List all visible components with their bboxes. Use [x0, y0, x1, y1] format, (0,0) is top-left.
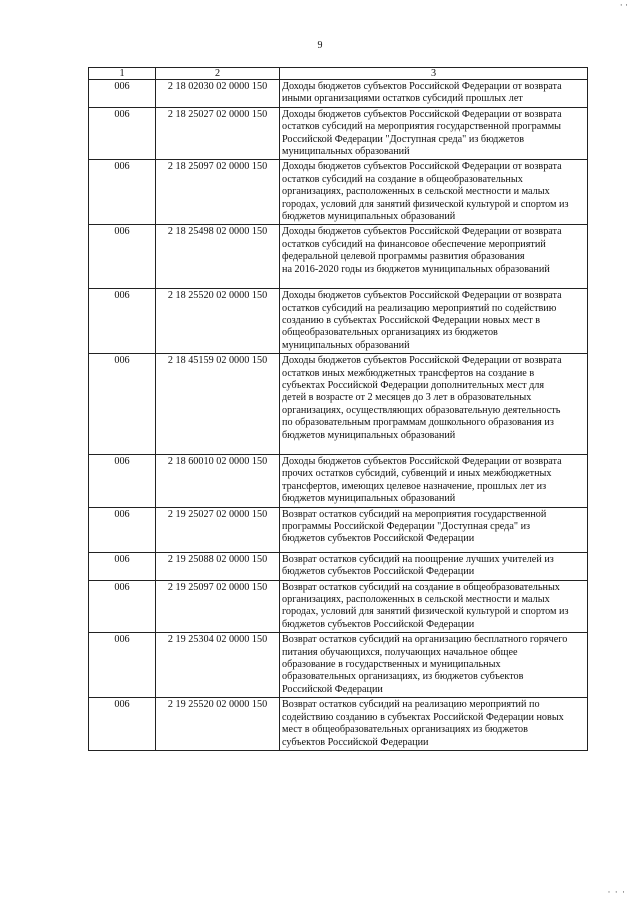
- budget-classification-code-cell: 2 18 02030 02 0000 150: [156, 80, 280, 108]
- description-line: Доходы бюджетов субъектов Российской Федерации от возврата: [282, 81, 562, 92]
- table-row: [89, 454, 588, 507]
- description-line: Возврат остатков субсидий на реализацию мероприятий по: [282, 699, 540, 711]
- description-line: программы Российской Федерации "Доступная среда" из: [282, 521, 531, 532]
- page-number: 9: [317, 40, 323, 51]
- budget-classification-code-cell: 2 18 25520 02 0000 150: [156, 289, 280, 354]
- administrator-code-cell: 006: [89, 580, 156, 633]
- description-line: Возврат остатков субсидий на организацию бесплатного горячего: [282, 634, 568, 646]
- description-line: остатков субсидий на реализацию мероприятий по содействию: [282, 302, 557, 314]
- income-description-cell: [280, 107, 588, 160]
- administrator-code-cell: 006: [89, 507, 156, 552]
- description-line: Доходы бюджетов субъектов Российской Федерации от возврата: [282, 226, 562, 238]
- table-row: [89, 633, 588, 698]
- description-line: Доходы бюджетов субъектов Российской Федерации от возврата: [282, 108, 562, 120]
- column-header-3: 3: [280, 68, 588, 80]
- table-row: [89, 225, 588, 289]
- table-row: [89, 160, 588, 225]
- description-line: субъектов Российской Федерации: [282, 736, 429, 748]
- description-line: иными организациями остатков субсидий прошлых лет: [282, 93, 523, 105]
- table-row: [89, 289, 588, 354]
- description-line: организациях, осуществляющих образовательную деятельность: [282, 404, 561, 416]
- description-line: остатков субсидий на финансовое обеспечение мероприятий: [282, 238, 546, 250]
- description-line: бюджетов субъектов Российской Федерации: [282, 533, 475, 545]
- description-line: организациях, расположенных в сельской местности и малых: [282, 594, 550, 606]
- column-header-1: 1: [89, 68, 156, 80]
- description-line: остатков субсидий на мероприятия государственной программы: [282, 121, 561, 133]
- budget-codes-table: [88, 67, 588, 751]
- description-line: бюджетов субъектов Российской Федерации: [282, 618, 475, 630]
- table-row: [89, 80, 588, 108]
- budget-classification-code-cell: 2 18 45159 02 0000 150: [156, 354, 280, 455]
- description-line: городах, условий для занятий физической культурой и спортом из: [282, 198, 569, 210]
- budget-classification-code-cell: 2 19 25088 02 0000 150: [156, 552, 280, 580]
- budget-classification-code-cell: 2 18 25097 02 0000 150: [156, 160, 280, 225]
- description-line: Возврат остатков субсидий на мероприятия государственной: [282, 508, 547, 520]
- corner-mark-top: · ·: [619, 0, 628, 10]
- income-description-cell: [280, 580, 588, 633]
- administrator-code-cell: 006: [89, 698, 156, 751]
- administrator-code-cell: 006: [89, 454, 156, 507]
- description-line: Возврат остатков субсидий на поощрение лучших учителей из: [282, 553, 554, 565]
- income-description-cell: [280, 160, 588, 225]
- description-line: Доходы бюджетов субъектов Российской Федерации от возврата: [282, 355, 562, 367]
- income-description-cell: [280, 225, 588, 289]
- table-body: [89, 80, 588, 751]
- description-line: муниципальных образований: [282, 339, 410, 351]
- description-line: Доходы бюджетов субъектов Российской Федерации от возврата: [282, 455, 562, 467]
- description-line: Доходы бюджетов субъектов Российской Федерации от возврата: [282, 290, 562, 302]
- income-description-cell: [280, 507, 588, 552]
- income-description-cell: [280, 454, 588, 507]
- administrator-code-cell: 006: [89, 354, 156, 455]
- description-line: общеобразовательных организациях из бюджетов: [282, 327, 498, 339]
- budget-classification-code-cell: 2 19 25027 02 0000 150: [156, 507, 280, 552]
- description-line: созданию в субъектах Российской Федерации новых мест в: [282, 314, 541, 326]
- budget-classification-code-cell: 2 19 25520 02 0000 150: [156, 698, 280, 751]
- income-description-cell: [280, 552, 588, 580]
- description-line: питания обучающихся, получающих начальное общее: [282, 646, 518, 658]
- income-description-cell: [280, 354, 588, 455]
- table-row: [89, 107, 588, 160]
- income-description-cell: [280, 289, 588, 354]
- income-description-cell: [280, 80, 588, 108]
- description-line: детей в возрасте от 2 месяцев до 3 лет в образовательных: [282, 392, 532, 404]
- description-line: Российской Федерации "Доступная среда" из бюджетов: [282, 133, 525, 145]
- table-row: [89, 580, 588, 633]
- income-description-cell: [280, 698, 588, 751]
- budget-classification-code-cell: 2 19 25304 02 0000 150: [156, 633, 280, 698]
- description-line: бюджетов субъектов Российской Федерации: [282, 566, 475, 578]
- administrator-code-cell: 006: [89, 160, 156, 225]
- budget-classification-code-cell: 2 18 25498 02 0000 150: [156, 225, 280, 289]
- description-line: мест в общеобразовательных организациях из бюджетов: [282, 724, 528, 736]
- income-description-cell: [280, 633, 588, 698]
- description-line: на 2016-2020 годы из бюджетов муниципальных образований: [282, 263, 550, 275]
- administrator-code-cell: 006: [89, 552, 156, 580]
- table-header-row: [89, 68, 588, 80]
- table-row: [89, 507, 588, 552]
- table-row: [89, 698, 588, 751]
- description-line: прочих остатков субсидий, субвенций и иных межбюджетных: [282, 468, 552, 480]
- description-line: образование в государственных и муниципальных: [282, 659, 501, 671]
- administrator-code-cell: 006: [89, 225, 156, 289]
- description-line: городах, условий для занятий физической культурой и спортом из: [282, 606, 569, 618]
- description-line: образовательных организациях, из бюджетов субъектов: [282, 671, 524, 683]
- description-line: Российской Федерации: [282, 683, 383, 695]
- table-row: [89, 552, 588, 580]
- budget-classification-code-cell: 2 18 60010 02 0000 150: [156, 454, 280, 507]
- description-line: остатков субсидий на создание в общеобразовательных: [282, 173, 523, 185]
- description-line: Возврат остатков субсидий на создание в общеобразовательных: [282, 581, 560, 593]
- description-line: Доходы бюджетов субъектов Российской Федерации от возврата: [282, 161, 562, 173]
- description-line: организациях, расположенных в сельской местности и малых: [282, 186, 550, 198]
- description-line: федеральной целевой программы развития образования: [282, 251, 525, 263]
- description-line: трансфертов, имеющих целевое назначение, прошлых лет из: [282, 480, 547, 492]
- administrator-code-cell: 006: [89, 289, 156, 354]
- table-row: [89, 354, 588, 455]
- column-header-2: 2: [156, 68, 280, 80]
- administrator-code-cell: 006: [89, 107, 156, 160]
- budget-classification-code-cell: 2 19 25097 02 0000 150: [156, 580, 280, 633]
- description-line: содействию созданию в субъектах Российской Федерации новых: [282, 711, 564, 723]
- administrator-code-cell: 006: [89, 633, 156, 698]
- description-line: бюджетов муниципальных образований: [282, 429, 456, 441]
- administrator-code-cell: 006: [89, 80, 156, 108]
- description-line: по образовательным программам дошкольного образования из: [282, 417, 554, 429]
- description-line: муниципальных образований: [282, 146, 410, 158]
- corner-mark-bottom: · · ·: [607, 887, 626, 897]
- description-line: остатков иных межбюджетных трансфертов на создание в: [282, 367, 535, 379]
- description-line: бюджетов муниципальных образований: [282, 211, 456, 223]
- budget-classification-code-cell: 2 18 25027 02 0000 150: [156, 107, 280, 160]
- description-line: бюджетов муниципальных образований: [282, 493, 456, 505]
- description-line: субъектах Российской Федерации дополнительных мест для: [282, 379, 545, 391]
